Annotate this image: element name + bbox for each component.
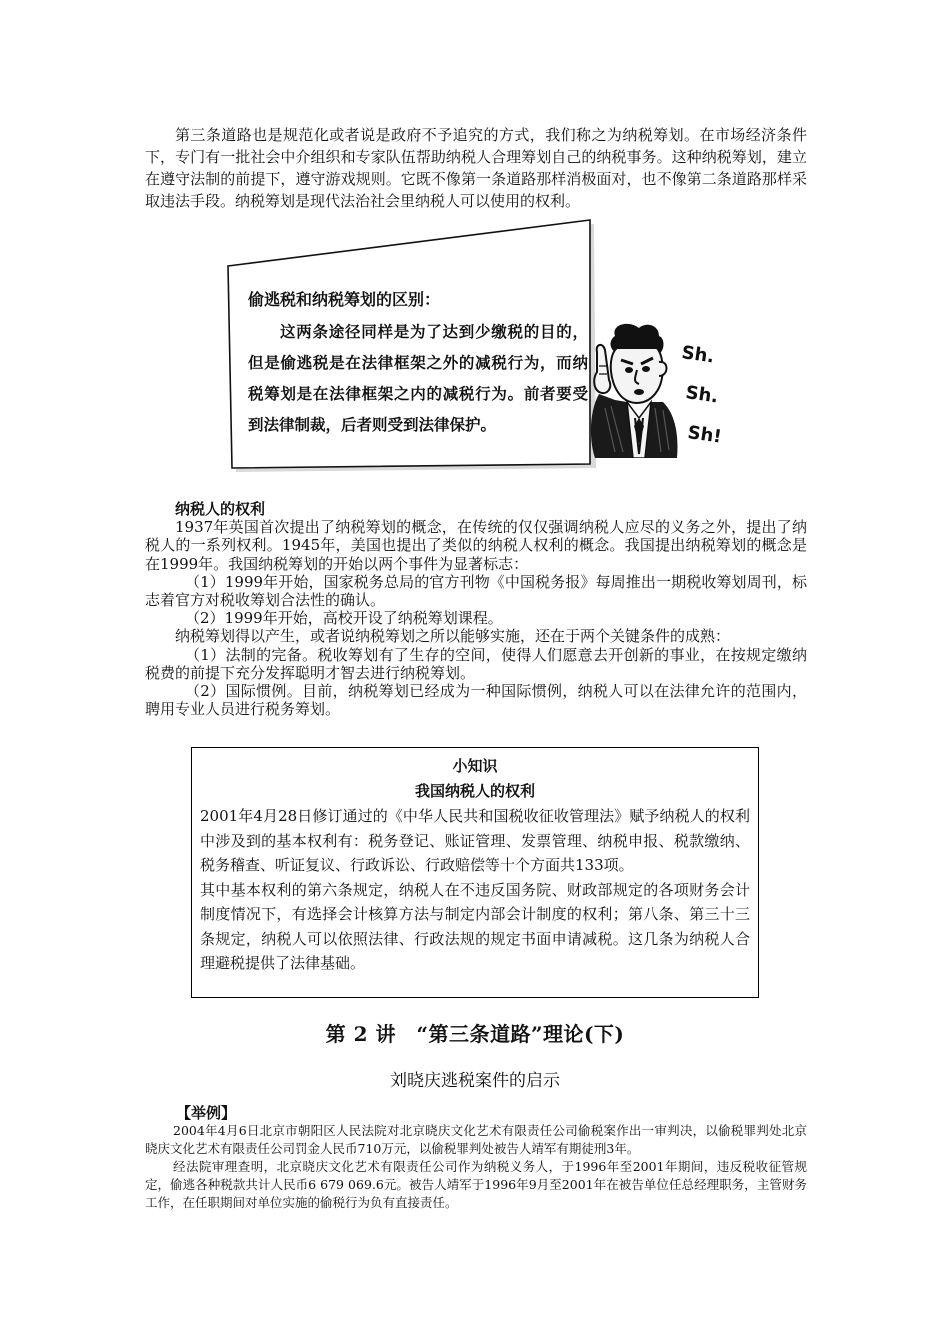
- example-paragraph-1: 2004年4月6日北京市朝阳区人民法院对北京晓庆文化艺术有限责任公司偷税案作出一审判决，以偷税罪判处北京晓庆文化艺术有限责任公司罚金人民币710万元，以偷税罪判处被告人靖军有期徒刑3年。: [145, 1123, 807, 1156]
- shush-text-3: Sh!: [686, 422, 723, 448]
- rights-heading: 纳税人的权利: [175, 500, 266, 518]
- example-label: 【举例】: [176, 1104, 237, 1122]
- rights-paragraph-2: 纳税筹划得以产生，或者说纳税筹划之所以能够实施，还在于两个关键条件的成熟：: [175, 627, 731, 646]
- lecture-title: 第 2 讲 “第三条道路”理论(下): [325, 1022, 625, 1046]
- knowledge-title: 小知识: [452, 757, 498, 775]
- callout-title: 偷逃税和纳税筹划的区别：: [248, 290, 441, 309]
- callout-content: [248, 284, 588, 441]
- shush-text-1: Sh.: [680, 342, 716, 368]
- rights-item-2: （2）1999年开始，高校开设了纳税筹划课程。: [185, 609, 503, 628]
- shushing-man-illustration: [585, 322, 725, 458]
- example-section: [145, 1122, 807, 1212]
- example-paragraph-2: 经法院审理查明，北京晓庆文化艺术有限责任公司作为纳税义务人，于1996年至2001年期间，违反税收征管规定，偷逃各种税款共计人民币6 679 069.6元。被告人靖军于1996年9月至2001年在被告单位任总经理职务，主管财务工作，在任职期间对单位实施的偷税行为负有直接责任。: [145, 1159, 807, 1210]
- rights-item-3: （1）法制的完备。税收筹划有了生存的空间，使得人们愿意去开创新的事业，在按规定缴纳税费的前提下充分发挥聪明才智去进行纳税筹划。: [145, 645, 807, 682]
- callout-body: 这两条途径同样是为了达到少缴税的目的，但是偷逃税是在法律框架之外的减税行为，而纳税筹划是在法律框架之内的减税行为。前者要受到法律制裁，后者则受到法律保护。: [248, 323, 588, 434]
- shush-text-2: Sh.: [684, 382, 720, 408]
- knowledge-paragraph-1: 2001年4月28日修订通过的《中华人民共和国税收征收管理法》赋予纳税人的权利中涉及到的基本权利有：税务登记、账证管理、发票管理、纳税申报、税款缴纳、税务稽查、听证复议、行政诉讼、行政赔偿等十个方面共133项。: [200, 807, 750, 874]
- rights-paragraph-1: 1937年英国首次提出了纳税筹划的概念，在传统的仅仅强调纳税人应尽的义务之外，提出了纳税人的一系列权利。1945年，美国也提出了类似的纳税人权利的概念。我国提出纳税筹划的概念是在1999年。我国纳税筹划的开始以两个事件为显著标志：: [145, 518, 807, 573]
- taxpayer-rights-section: [145, 500, 807, 718]
- intro-paragraph: 第三条道路也是规范化或者说是政府不予追究的方式，我们称之为纳税筹划。在市场经济条件下，专门有一批社会中介组织和专家队伍帮助纳税人合理筹划自己的纳税事务。这种纳税筹划，建立在遵守法制的前提下，遵守游戏规则。它既不像第一条道路那样消极面对，也不像第二条道路那样采取违法手段。纳税筹划是现代法治社会里纳税人可以使用的权利。: [145, 126, 807, 210]
- lecture-subtitle: 刘晓庆逃税案件的启示: [390, 1071, 560, 1091]
- knowledge-paragraph-2: 其中基本权利的第六条规定，纳税人在不违反国务院、财政部规定的各项财务会计制度情况下，有选择会计核算方法与制定内部会计制度的权利；第八条、第三十三条规定，纳税人可以依照法律、行政法规的规定书面申请减税。这几条为纳税人合理避税提供了法律基础。: [200, 880, 750, 972]
- knowledge-box: [191, 747, 759, 998]
- rights-item-4: （2）国际惯例。目前，纳税筹划已经成为一种国际惯例，纳税人可以在法律允许的范围内，聘用专业人员进行税务筹划。: [145, 682, 807, 719]
- rights-item-1: （1）1999年开始，国家税务总局的官方刊物《中国税务报》每周推出一期税收筹划周刊，标志着官方对税收筹划合法性的确认。: [145, 572, 807, 610]
- knowledge-subtitle: 我国纳税人的权利: [414, 782, 535, 800]
